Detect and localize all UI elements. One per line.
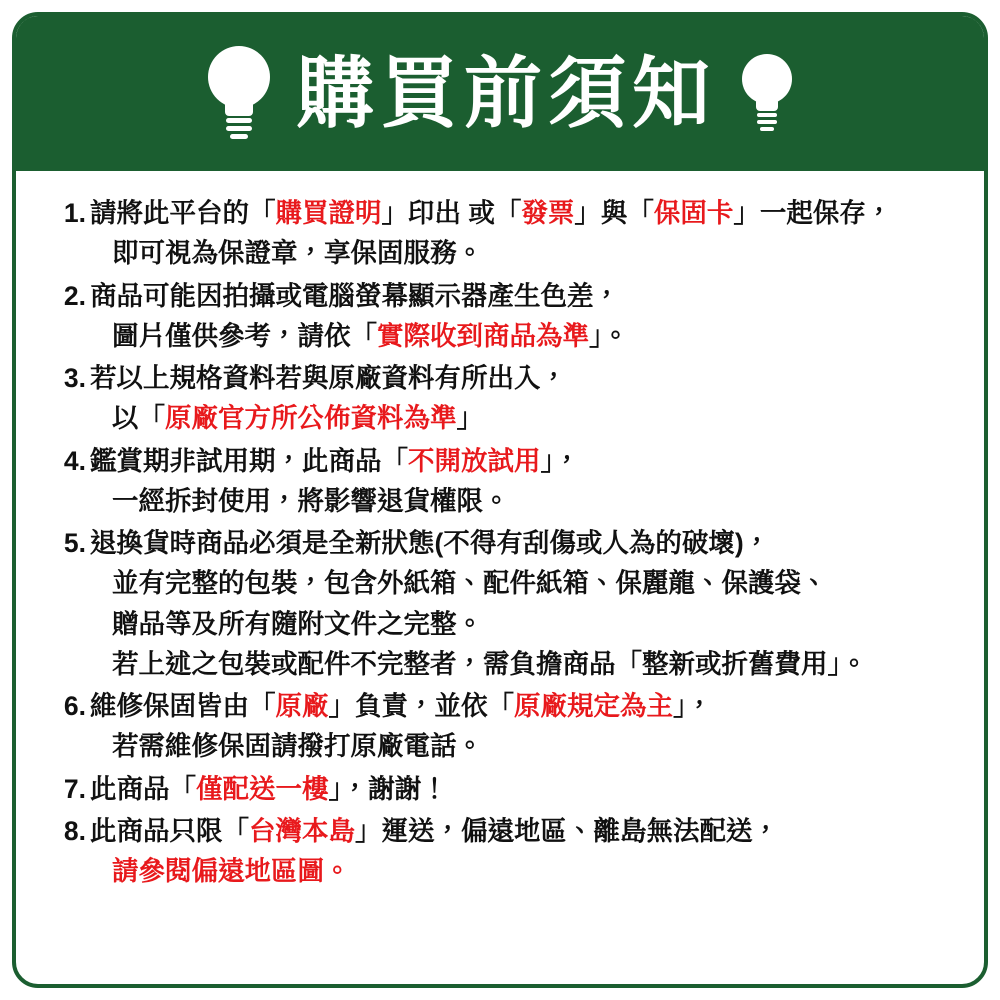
- notice-line: [90, 811, 962, 851]
- notice-line: [90, 398, 962, 438]
- notice-item-number: 7.: [63, 773, 86, 804]
- notice-item-text: [90, 811, 962, 892]
- highlight-text: 原廠: [275, 691, 329, 722]
- plain-text: 即可視為保證章，享保固服務。: [112, 238, 483, 269]
- notice-item-number: 2.: [63, 280, 86, 311]
- plain-text: 一經拆封使用，將影響退貨權限。: [112, 485, 510, 516]
- plain-text: 若上述之包裝或配件不完整者，需負擔商品「整新或折舊費用」。: [112, 648, 868, 679]
- notice-item-text: [90, 358, 962, 439]
- notice-item-number: 6.: [63, 691, 86, 722]
- plain-text: 贈品等及所有隨附文件之完整。: [112, 608, 483, 639]
- notice-line: [90, 769, 962, 809]
- plain-text: 此商品只限「: [90, 815, 249, 846]
- notice-item-number: 3.: [63, 363, 86, 394]
- notice-line: [90, 851, 962, 891]
- highlight-text: 購買證明: [275, 198, 382, 228]
- plain-text: 」，: [673, 691, 713, 722]
- highlight-text: 不開放試用: [408, 445, 541, 476]
- plain-text: 維修保固皆由「: [90, 691, 276, 722]
- plain-text: 」一起保存，: [733, 198, 893, 228]
- notice-line: [90, 441, 962, 481]
- notice-item: [42, 276, 962, 357]
- plain-text: 此商品「: [90, 773, 196, 804]
- notice-line: [90, 726, 962, 766]
- notice-item: [42, 811, 962, 892]
- plain-text: 若需維修保固請撥打原廠電話。: [112, 731, 483, 762]
- notice-line: [90, 644, 962, 684]
- plain-text: 商品可能因拍攝或電腦螢幕顯示器產生色差，: [90, 280, 620, 311]
- notice-line: [90, 686, 962, 726]
- plain-text: 退換貨時商品必須是全新狀態(不得有刮傷或人為的破壞)，: [90, 528, 771, 559]
- notice-item-number: 4.: [63, 445, 86, 476]
- plain-text: 請將此平台的「: [90, 198, 276, 228]
- notice-card: [12, 12, 988, 988]
- highlight-text: 原廠官方所公佈資料為準: [165, 403, 457, 434]
- plain-text: 若以上規格資料若與原廠資料有所出入，: [90, 363, 567, 394]
- plain-text: 」。: [589, 320, 629, 351]
- notice-item-text: [90, 686, 962, 767]
- lightbulb-icon-right: [742, 54, 792, 134]
- notice-item: [42, 686, 962, 767]
- plain-text: 鑑賞期非試用期，此商品「: [90, 445, 408, 476]
- plain-text: 」負責，並依「: [328, 691, 514, 722]
- notice-item: [42, 769, 962, 809]
- notice-line: [90, 604, 962, 644]
- plain-text: 」，: [540, 445, 581, 476]
- notice-line: [90, 523, 962, 563]
- page-title: 購買前須知: [295, 48, 716, 139]
- notice-item-text: [90, 193, 962, 274]
- highlight-text: 保固卡: [653, 198, 734, 228]
- plain-text: 」，謝謝！: [328, 773, 448, 804]
- plain-text: 」印出 或「: [381, 198, 522, 228]
- notice-item: [42, 358, 962, 439]
- plain-text: 以「: [112, 403, 165, 434]
- notice-item: [42, 523, 962, 684]
- highlight-text: 請參閱偏遠地區圖。: [112, 856, 351, 887]
- notice-line: [90, 233, 962, 273]
- notice-item: [42, 193, 962, 274]
- notice-item: [42, 441, 962, 522]
- notice-body: [16, 171, 984, 892]
- highlight-text: 台灣本島: [249, 815, 355, 846]
- notice-line: [90, 358, 962, 398]
- highlight-text: 原廠規定為主: [514, 691, 673, 722]
- notice-list: [42, 193, 962, 892]
- plain-text: 」與「: [574, 198, 654, 228]
- highlight-text: 僅配送一樓: [196, 773, 329, 804]
- plain-text: 」運送，偏遠地區、離島無法配送，: [355, 815, 779, 846]
- notice-item-number: 8.: [63, 815, 86, 846]
- notice-line: [90, 276, 962, 316]
- highlight-text: 發票: [521, 198, 575, 228]
- notice-line: [90, 193, 962, 233]
- plain-text: 並有完整的包裝，包含外紙箱、配件紙箱、保麗龍、保護袋、: [112, 568, 828, 599]
- notice-item-text: [90, 523, 962, 684]
- notice-header: [16, 16, 984, 171]
- notice-item-text: [90, 769, 962, 809]
- plain-text: 圖片僅供參考，請依「: [112, 320, 377, 351]
- notice-line: [90, 481, 962, 521]
- notice-item-number: 1.: [63, 198, 86, 228]
- lightbulb-icon-left: [208, 46, 270, 142]
- highlight-text: 實際收到商品為準: [377, 320, 589, 351]
- notice-line: [90, 316, 962, 356]
- notice-item-text: [90, 276, 962, 357]
- plain-text: 」: [456, 403, 483, 434]
- notice-item-text: [90, 441, 962, 522]
- notice-item-number: 5.: [63, 528, 86, 559]
- notice-line: [90, 563, 962, 603]
